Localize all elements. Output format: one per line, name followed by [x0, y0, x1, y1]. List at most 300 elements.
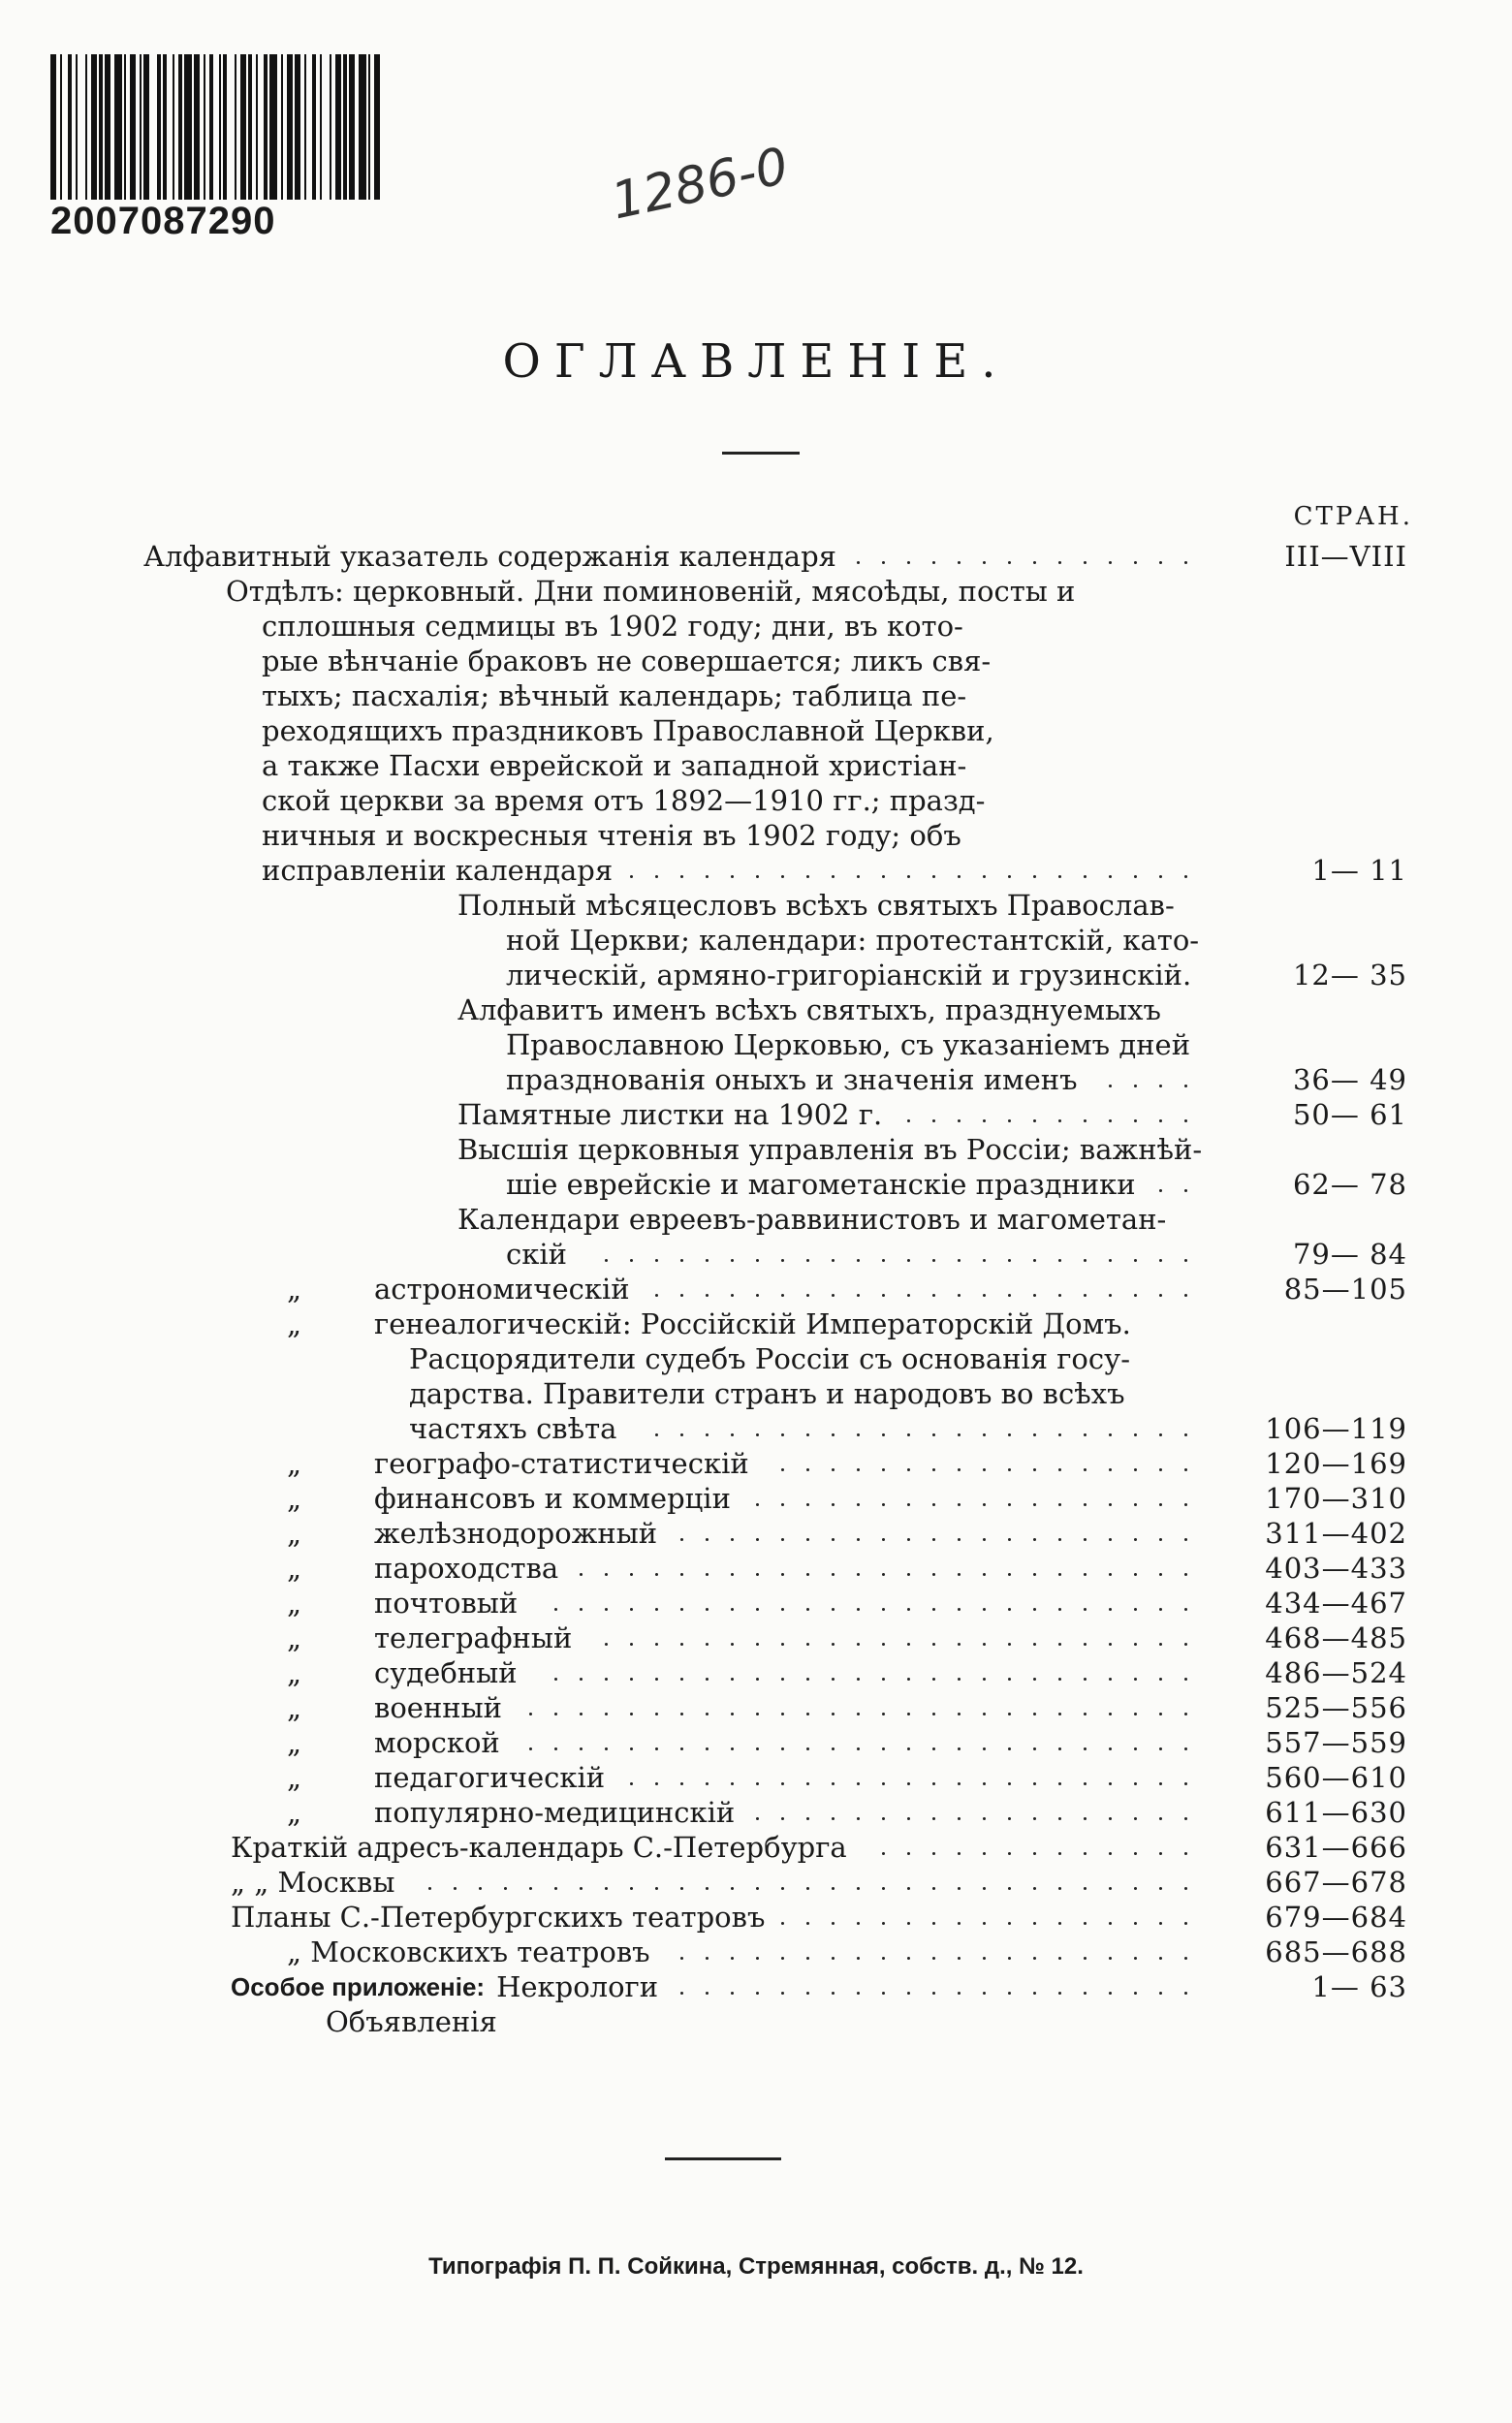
leader-dot	[1109, 1782, 1112, 1785]
leader-dot	[680, 1747, 683, 1750]
leader-dot	[1159, 1503, 1162, 1506]
leader-dot	[1184, 1817, 1187, 1820]
leader-dot	[882, 1573, 885, 1576]
leader-dot	[907, 1643, 910, 1646]
leader-dot	[1084, 1119, 1087, 1122]
leader-dot	[1109, 1678, 1112, 1681]
leader-dot	[806, 1294, 809, 1297]
toc-entry-title: астрономическій	[374, 1273, 630, 1306]
toc-entry	[0, 1132, 1512, 1167]
leader-dot	[857, 875, 860, 878]
leader-dot	[1159, 1887, 1162, 1890]
leader-dot	[680, 1713, 683, 1715]
leader-dot	[605, 1643, 608, 1646]
toc-entry-pages: 311—402	[1265, 1517, 1407, 1550]
leader-dot	[932, 1922, 935, 1925]
leader-dot	[1008, 1119, 1011, 1122]
toc-entry-title: Отдѣлъ: церковный. Дни поминовеній, мясоѣды, посты и	[226, 575, 1076, 608]
toc-entry-pages: 170—310	[1265, 1482, 1407, 1515]
leader-dot	[706, 1747, 709, 1750]
leader-dot	[1159, 1608, 1162, 1611]
leader-dot	[882, 1713, 885, 1715]
toc-entry	[0, 713, 1512, 748]
leader-dot	[907, 1817, 910, 1820]
leader-dot	[605, 1608, 608, 1611]
leader-dot	[1033, 1922, 1036, 1925]
leader-dot	[1134, 1468, 1137, 1471]
leader-dot	[706, 1992, 709, 1995]
leader-dot	[781, 1643, 784, 1646]
leader-dot	[605, 1678, 608, 1681]
leader-dot	[1008, 1503, 1011, 1506]
leader-dot	[1184, 875, 1187, 878]
leader-dots	[0, 1865, 1207, 1900]
toc-entry-pages: 685—688	[1265, 1935, 1407, 1968]
leader-dot	[1184, 1085, 1187, 1087]
leader-dot	[958, 1259, 961, 1262]
toc-entry-pages: 62— 78	[1292, 1168, 1407, 1201]
toc-entry	[0, 853, 1512, 888]
leader-dot	[1058, 1957, 1061, 1960]
toc-entry-title: телеграфный	[374, 1621, 573, 1654]
leader-dot	[806, 875, 809, 878]
leader-dot	[1134, 1259, 1137, 1262]
leader-dot	[1058, 875, 1061, 878]
leader-dot	[907, 1957, 910, 1960]
leader-dot	[857, 1992, 860, 1995]
toc-entry-pages: 468—485	[1265, 1621, 1407, 1654]
leader-dot	[882, 1643, 885, 1646]
leader-dot	[706, 1573, 709, 1576]
leader-dot	[882, 1433, 885, 1436]
leader-dot	[832, 1573, 835, 1576]
leader-dot	[1184, 1782, 1187, 1785]
leader-dot	[1184, 1294, 1187, 1297]
leader-dot	[529, 1713, 532, 1715]
leader-dot	[1084, 1503, 1087, 1506]
leader-dot	[680, 1678, 683, 1681]
leader-dot	[1109, 1852, 1112, 1855]
leader-dot	[1058, 1608, 1061, 1611]
leader-dot	[832, 1468, 835, 1471]
leader-dot	[983, 1433, 986, 1436]
leader-dot	[983, 1678, 986, 1681]
toc-entry	[0, 1167, 1512, 1202]
leader-dot	[1134, 1782, 1137, 1785]
leader-dot	[882, 1817, 885, 1820]
toc-entry	[0, 2004, 1512, 2039]
leader-dot	[781, 1468, 784, 1471]
toc-entry-title: реходящихъ праздниковъ Православной Церкви,	[262, 714, 994, 747]
toc-entry	[0, 1900, 1512, 1935]
leader-dot	[1033, 1538, 1036, 1541]
leader-dot	[907, 1922, 910, 1925]
leader-dot	[958, 1119, 961, 1122]
leader-dot	[706, 1713, 709, 1715]
leader-dot	[907, 1608, 910, 1611]
leader-dot	[806, 1817, 809, 1820]
leader-dot	[1033, 1957, 1036, 1960]
leader-dot	[1008, 1468, 1011, 1471]
leader-dot	[1084, 1538, 1087, 1541]
ditto-mark: „	[287, 1761, 302, 1794]
leader-dot	[580, 1678, 583, 1681]
leader-dot	[680, 1782, 683, 1785]
leader-dot	[882, 1957, 885, 1960]
leader-dot	[1084, 1678, 1087, 1681]
leader-dot	[1109, 1085, 1112, 1087]
leader-dot	[781, 875, 784, 878]
leader-dot	[1109, 1992, 1112, 1995]
leader-dot	[1109, 1817, 1112, 1820]
leader-dot	[857, 1259, 860, 1262]
leader-dot	[1184, 1643, 1187, 1646]
toc-entry	[0, 609, 1512, 644]
leader-dot	[655, 875, 658, 878]
leader-dots	[0, 1586, 1207, 1621]
leader-dot	[1159, 1433, 1162, 1436]
leader-dot	[1159, 1782, 1162, 1785]
toc-entry-title: Планы С.-Петербургскихъ театровъ	[231, 1901, 766, 1934]
toc-entry-pages: 611—630	[1265, 1796, 1407, 1829]
toc-entry	[0, 1062, 1512, 1097]
leader-dot	[1033, 561, 1036, 564]
leader-dot	[781, 1817, 784, 1820]
toc-entry-title: шіе еврейскіе и магометанскіе праздники	[506, 1168, 1136, 1201]
leader-dot	[1184, 1887, 1187, 1890]
leader-dot	[1134, 1085, 1137, 1087]
leader-dot	[932, 1713, 935, 1715]
leader-dot	[655, 1259, 658, 1262]
toc-entry	[0, 1690, 1512, 1725]
toc-entry-title: популярно-медицинскій	[374, 1796, 736, 1829]
leader-dot	[882, 1852, 885, 1855]
leader-dot	[932, 1643, 935, 1646]
leader-dot	[1159, 1119, 1162, 1122]
leader-dot	[1084, 1468, 1087, 1471]
leader-dot	[1109, 1294, 1112, 1297]
ditto-mark: „	[287, 1691, 302, 1724]
toc-entry-pages: 525—556	[1265, 1691, 1407, 1724]
leader-dot	[1184, 1503, 1187, 1506]
leader-dot	[630, 1678, 633, 1681]
leader-dot	[731, 875, 734, 878]
leader-dot	[1109, 1468, 1112, 1471]
leader-dot	[932, 1678, 935, 1681]
leader-dot	[983, 1538, 986, 1541]
leader-dot	[529, 1747, 532, 1750]
leader-dots	[0, 1655, 1207, 1690]
leader-dot	[781, 1503, 784, 1506]
toc-entry	[0, 748, 1512, 783]
leader-dot	[882, 1782, 885, 1785]
toc-entry-title: генеалогическій: Россійскій Императорскій Домъ.	[374, 1307, 1131, 1340]
leader-dot	[983, 1573, 986, 1576]
leader-dot	[983, 875, 986, 878]
ditto-mark: „	[287, 1517, 302, 1550]
leader-dot	[907, 1573, 910, 1576]
leader-dot	[605, 1573, 608, 1576]
toc-entry-pages: 667—678	[1265, 1866, 1407, 1899]
leader-dot	[655, 1782, 658, 1785]
leader-dot	[1184, 1538, 1187, 1541]
leader-dot	[605, 1887, 608, 1890]
leader-dot	[605, 1713, 608, 1715]
leader-dot	[1058, 1782, 1061, 1785]
leader-dot	[731, 1608, 734, 1611]
leader-dot	[1184, 1957, 1187, 1960]
leader-dot	[1058, 1852, 1061, 1855]
leader-dot	[1134, 1957, 1137, 1960]
leader-dot	[1033, 1259, 1036, 1262]
leader-dot	[731, 1713, 734, 1715]
leader-dot	[1008, 1992, 1011, 1995]
leader-dot	[1159, 1957, 1162, 1960]
leader-dot	[806, 1538, 809, 1541]
toc-entry	[0, 818, 1512, 853]
toc-entry	[0, 888, 1512, 923]
leader-dot	[756, 1817, 759, 1820]
leader-dot	[756, 1608, 759, 1611]
leader-dot	[1134, 1608, 1137, 1611]
toc-entry-pages: 486—524	[1265, 1656, 1407, 1689]
leader-dot	[630, 1573, 633, 1576]
leader-dot	[680, 1538, 683, 1541]
leader-dot	[756, 1433, 759, 1436]
toc-entry-pages: 1— 11	[1311, 854, 1407, 887]
leader-dot	[983, 1782, 986, 1785]
leader-dot	[806, 1922, 809, 1925]
leader-dot	[832, 1503, 835, 1506]
leader-dot	[756, 1503, 759, 1506]
leader-dot	[655, 1608, 658, 1611]
leader-dot	[1084, 1957, 1087, 1960]
leader-dot	[1134, 1538, 1137, 1541]
leader-dot	[655, 1678, 658, 1681]
leader-dot	[983, 1503, 986, 1506]
leader-dot	[1084, 1852, 1087, 1855]
toc-entry	[0, 1411, 1512, 1446]
leader-dot	[655, 1643, 658, 1646]
leader-dot	[1033, 1992, 1036, 1995]
leader-dot	[832, 1294, 835, 1297]
leader-dot	[756, 1782, 759, 1785]
leader-dot	[1159, 1538, 1162, 1541]
leader-dot	[832, 1678, 835, 1681]
leader-dot	[882, 1538, 885, 1541]
barcode	[50, 54, 380, 242]
leader-dot	[1008, 1678, 1011, 1681]
leader-dot	[932, 1538, 935, 1541]
leader-dot	[932, 1573, 935, 1576]
leader-dot	[1084, 1294, 1087, 1297]
leader-dot	[832, 1259, 835, 1262]
leader-dot	[907, 1852, 910, 1855]
leader-dot	[983, 1608, 986, 1611]
leader-dot	[1084, 1887, 1087, 1890]
leader-dot	[630, 1887, 633, 1890]
leader-dot	[1033, 1887, 1036, 1890]
leader-dot	[983, 561, 986, 564]
leader-dot	[706, 1957, 709, 1960]
toc-entry-title: тыхъ; пасхалія; вѣчный календарь; таблица пе-	[262, 679, 967, 712]
title-divider	[722, 452, 800, 455]
leader-dot	[806, 1259, 809, 1262]
toc-entry-title: празднованія оныхъ и значенія именъ	[506, 1063, 1078, 1096]
toc-entry-title: почтовый	[374, 1587, 519, 1620]
leader-dot	[630, 1608, 633, 1611]
toc-entry	[0, 644, 1512, 678]
barcode-bars	[50, 54, 380, 200]
leader-dot	[806, 1713, 809, 1715]
leader-dot	[1058, 1119, 1061, 1122]
leader-dot	[1058, 1468, 1061, 1471]
toc-entry	[0, 1516, 1512, 1551]
leader-dot	[1159, 1713, 1162, 1715]
leader-dot	[680, 1992, 683, 1995]
leader-dot	[1033, 1713, 1036, 1715]
leader-dot	[832, 1887, 835, 1890]
leader-dot	[958, 1538, 961, 1541]
leader-dot	[1058, 1747, 1061, 1750]
leader-dot	[832, 1922, 835, 1925]
leader-dot	[706, 1259, 709, 1262]
leader-dot	[832, 1713, 835, 1715]
leader-dot	[907, 875, 910, 878]
leader-dot	[1109, 561, 1112, 564]
leader-dot	[958, 1992, 961, 1995]
toc-entry	[0, 1202, 1512, 1237]
leader-dot	[958, 1852, 961, 1855]
toc-entry-title: Объявленія	[326, 2005, 497, 2038]
leader-dot	[731, 1992, 734, 1995]
leader-dot	[1134, 1119, 1137, 1122]
toc-entry-title: рые вѣнчаніе браковъ не совершается; ликъ свя-	[262, 645, 992, 677]
leader-dot	[857, 1433, 860, 1436]
leader-dot	[832, 1433, 835, 1436]
leader-dot	[1008, 1747, 1011, 1750]
leader-dot	[1058, 1678, 1061, 1681]
leader-dot	[731, 1433, 734, 1436]
leader-dot	[1184, 1573, 1187, 1576]
toc-entry	[0, 1481, 1512, 1516]
leader-dots	[0, 1621, 1207, 1655]
leader-dot	[1008, 1538, 1011, 1541]
leader-dot	[1008, 1887, 1011, 1890]
leader-dot	[1109, 1573, 1112, 1576]
leader-dot	[680, 1294, 683, 1297]
leader-dot	[1159, 1817, 1162, 1820]
leader-dot	[781, 1887, 784, 1890]
leader-dot	[781, 1433, 784, 1436]
leader-dot	[932, 1957, 935, 1960]
toc-entry	[0, 1655, 1512, 1690]
leader-dot	[1008, 1573, 1011, 1576]
leader-dot	[1184, 1259, 1187, 1262]
toc-entry-title: военный	[374, 1691, 503, 1724]
leader-dot	[1058, 1817, 1061, 1820]
ditto-mark: „	[287, 1273, 302, 1306]
leader-dot	[882, 561, 885, 564]
toc-entry	[0, 1306, 1512, 1341]
ditto-mark: „	[287, 1796, 302, 1829]
leader-dot	[1109, 1608, 1112, 1611]
leader-dot	[932, 875, 935, 878]
leader-dot	[781, 1992, 784, 1995]
leader-dot	[983, 1922, 986, 1925]
toc-entry-pages: 560—610	[1265, 1761, 1407, 1794]
toc-entry	[0, 1097, 1512, 1132]
leader-dot	[706, 1433, 709, 1436]
leader-dot	[958, 1503, 961, 1506]
leader-dot	[907, 1259, 910, 1262]
toc-entry	[0, 1551, 1512, 1586]
leader-dot	[756, 875, 759, 878]
toc-entry	[0, 1969, 1512, 2004]
leader-dot	[932, 1608, 935, 1611]
leader-dot	[1008, 1922, 1011, 1925]
leader-dot	[756, 1294, 759, 1297]
leader-dot	[580, 1573, 583, 1576]
leader-dot	[1134, 1922, 1137, 1925]
leader-dot	[1008, 1433, 1011, 1436]
leader-dot	[882, 1887, 885, 1890]
leader-dot	[983, 1747, 986, 1750]
leader-dot	[1159, 1992, 1162, 1995]
leader-dots	[0, 1237, 1207, 1272]
leader-dot	[857, 561, 860, 564]
leader-dot	[983, 1259, 986, 1262]
leader-dot	[1134, 1294, 1137, 1297]
leader-dot	[554, 1887, 557, 1890]
leader-dot	[504, 1887, 507, 1890]
leader-dot	[655, 1747, 658, 1750]
toc-entry	[0, 574, 1512, 609]
leader-dot	[1084, 1992, 1087, 1995]
toc-entry-title: Православною Церковью, съ указаніемъ дней	[506, 1028, 1191, 1061]
toc-entry-pages: 403—433	[1265, 1552, 1407, 1585]
leader-dot	[932, 1817, 935, 1820]
leader-dot	[680, 875, 683, 878]
toc-entry-title: Краткій адресъ-календарь С.-Петербурга	[231, 1831, 847, 1864]
leader-dot	[1033, 1608, 1036, 1611]
leader-dot	[706, 1294, 709, 1297]
leader-dot	[1109, 1538, 1112, 1541]
toc-entry	[0, 1865, 1512, 1900]
leader-dot	[832, 1538, 835, 1541]
leader-dot	[756, 1713, 759, 1715]
leader-dot	[958, 1782, 961, 1785]
leader-dot	[857, 1608, 860, 1611]
leader-dot	[832, 1643, 835, 1646]
toc-entry	[0, 992, 1512, 1027]
leader-dot	[554, 1678, 557, 1681]
leader-dot	[580, 1887, 583, 1890]
leader-dot	[781, 1747, 784, 1750]
leader-dot	[806, 1573, 809, 1576]
leader-dot	[1084, 875, 1087, 878]
leader-dot	[731, 1782, 734, 1785]
leader-dot	[706, 1678, 709, 1681]
toc-entry-pages: 434—467	[1265, 1587, 1407, 1620]
leader-dot	[857, 1887, 860, 1890]
toc-entry-title: частяхъ свѣта	[409, 1412, 617, 1445]
leader-dot	[1159, 1643, 1162, 1646]
leader-dot	[605, 1259, 608, 1262]
toc-entry-pages: 79— 84	[1292, 1238, 1407, 1271]
leader-dot	[907, 1713, 910, 1715]
leader-dot	[907, 1992, 910, 1995]
